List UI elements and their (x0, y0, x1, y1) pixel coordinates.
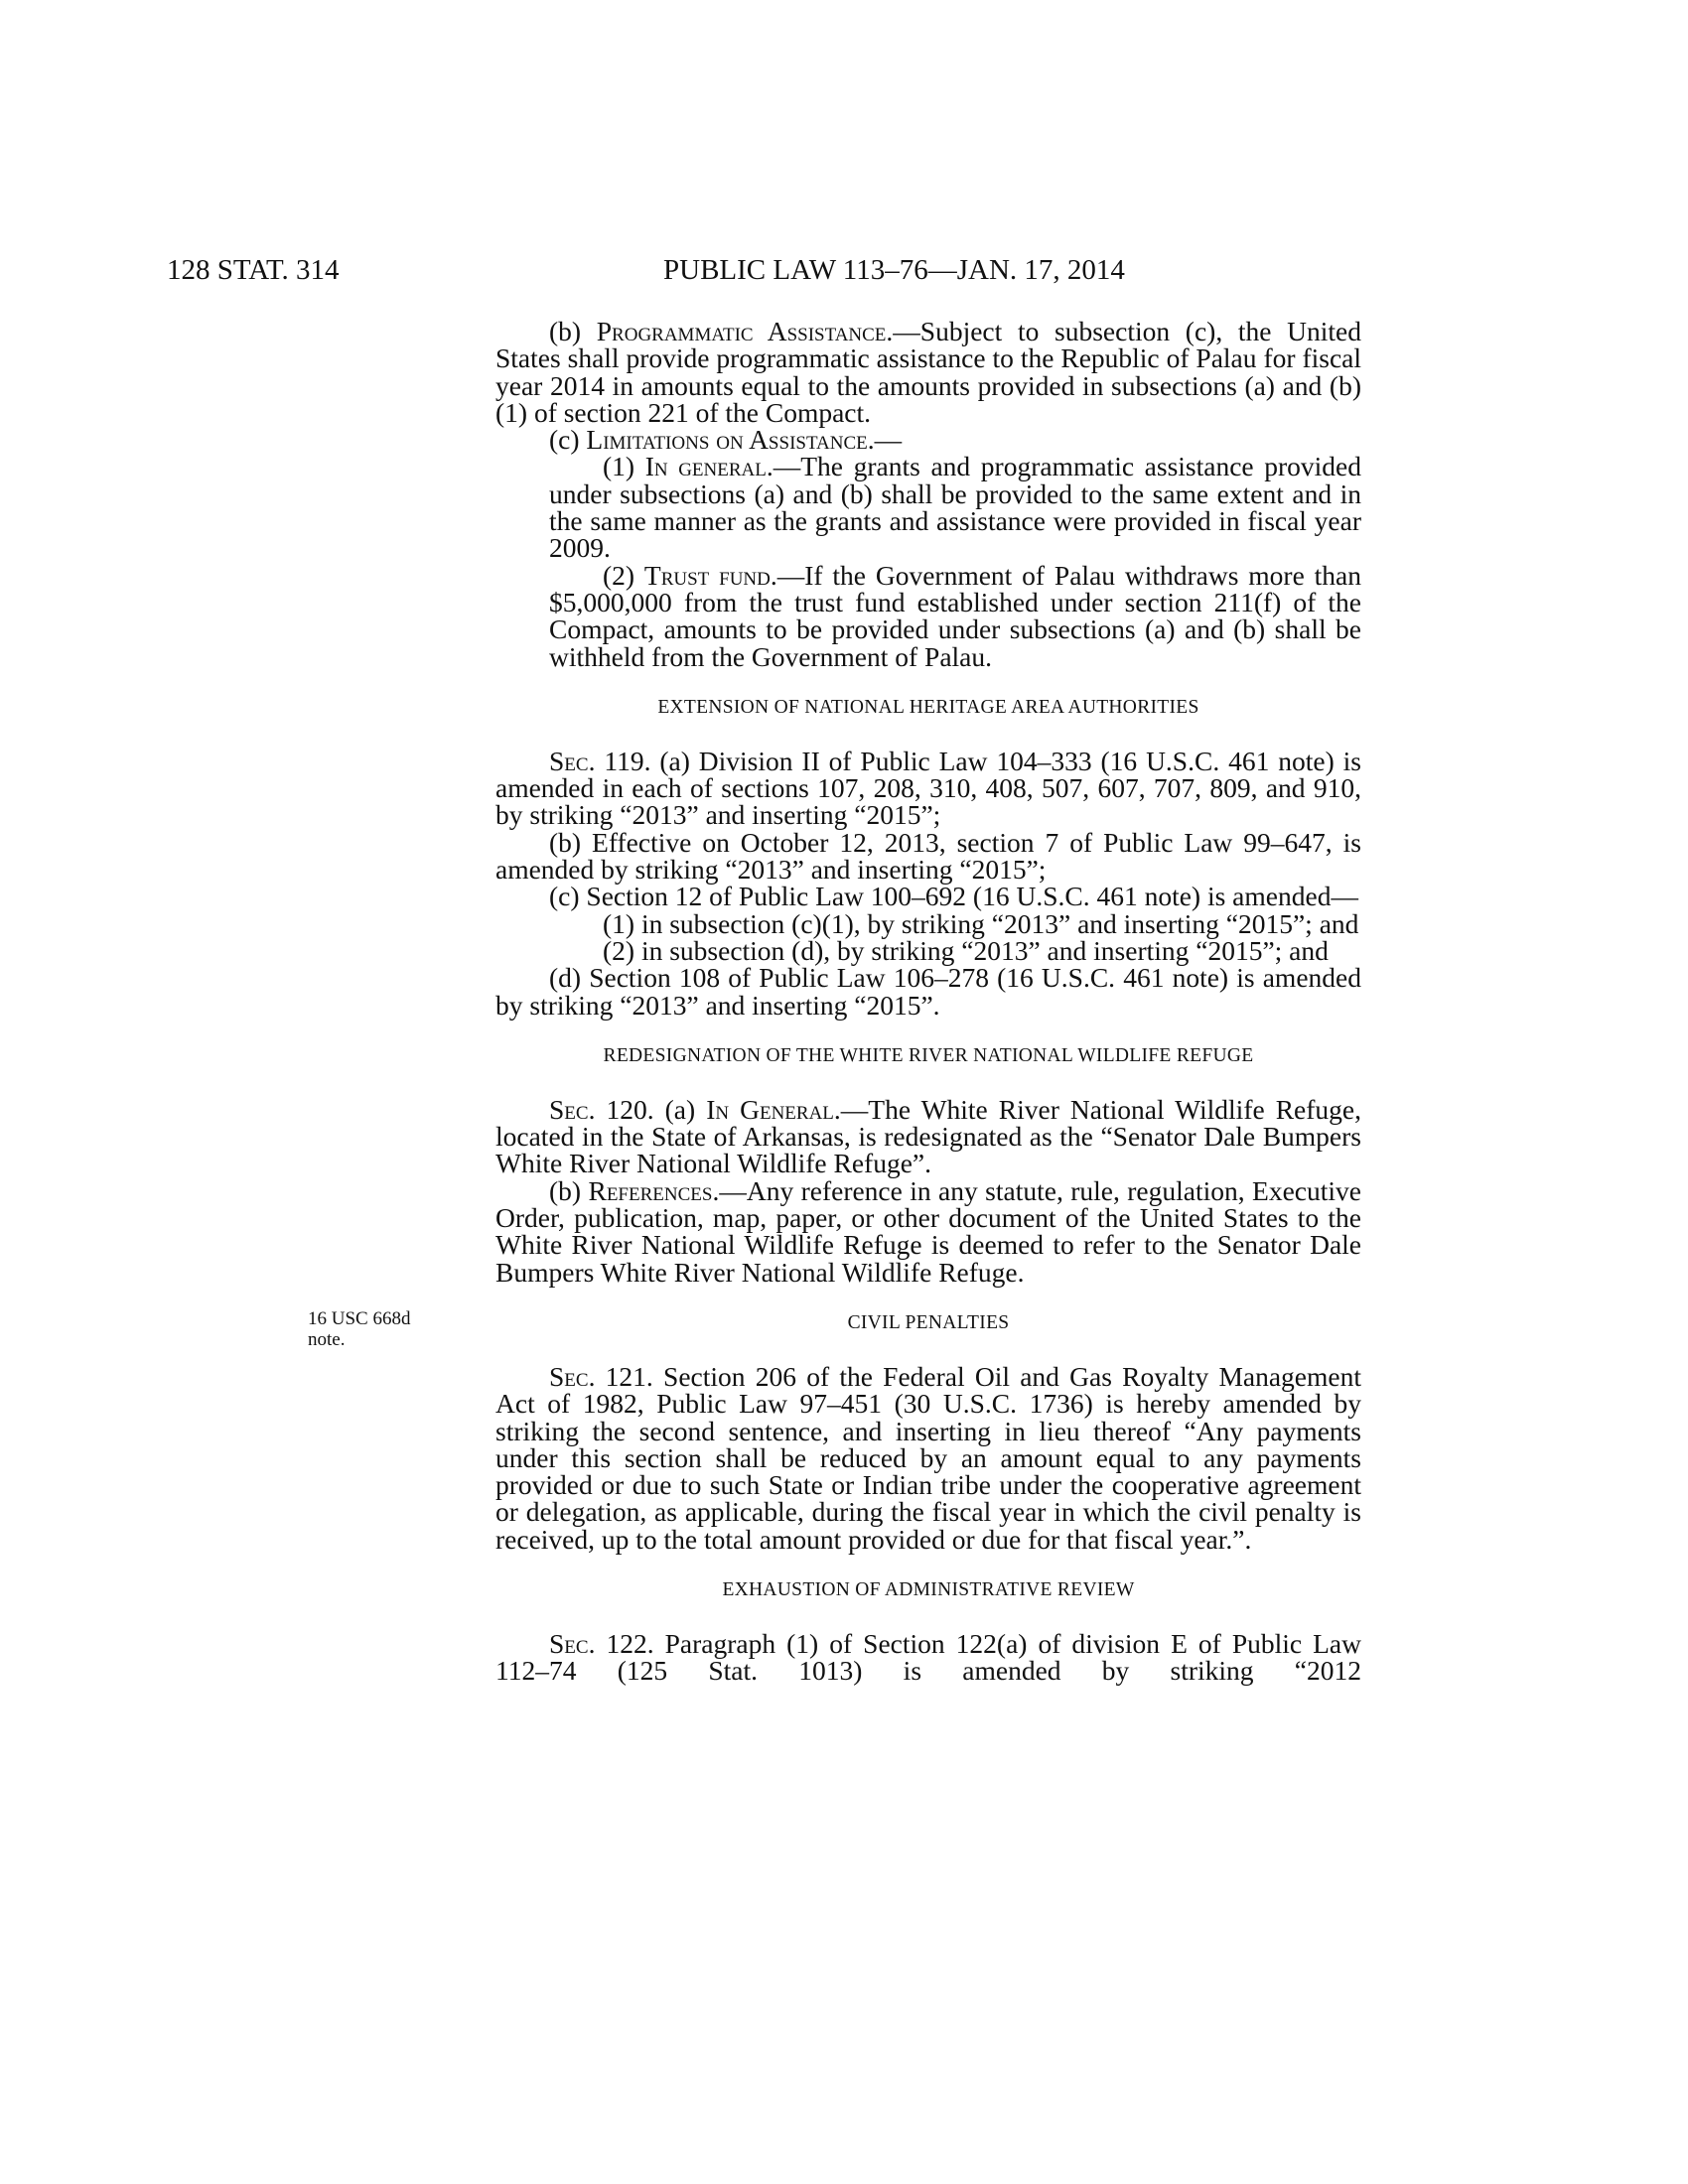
paragraph-c2-trust-fund: (2) Trust fund.—If the Government of Palau withdraws more than $5,000,000 from the trust fund established under section 211(f) of the Compact, amounts to be provided under subsections (a) and (b) shall be withheld from the Government of Palau. (549, 559, 1361, 672)
paragraph-sec122: Sec. 122. Paragraph (1) of Section 122(a) of division E of Public Law 112–74 (125 Stat. 1013) is amended by striking “2012 (495, 1627, 1361, 1687)
run-in-heading: Programmatic Assistance (596, 316, 887, 346)
paragraph-sec119-d: (d) Section 108 of Public Law 106–278 (16 U.S.C. 461 note) is amended by striking “2013” and inserting “2015”. (495, 962, 1361, 1021)
paragraph-sec120-b: (b) References.—Any reference in any statute, rule, regulation, Executive Order, publication, map, paper, or other document of the United States to the White River National Wildlife Refuge is deemed to refer to the Senator Dale Bumpers White River National Wildlife Refuge. (495, 1174, 1361, 1288)
sec-label: Sec (549, 1093, 589, 1125)
margin-note-citation: 16 USC 668d (308, 1308, 411, 1329)
sec-label: Sec (549, 1360, 589, 1392)
paragraph-b-programmatic: (b) Programmatic Assistance.—Subject to subsection (c), the United States shall provide programmatic assistance to the Republic of Palau for fiscal year 2014 in amounts equal to the amounts provided in subsections (a) and (b)(1) of section 221 of the Compact. (495, 316, 1361, 428)
section-heading-122: EXHAUSTION OF ADMINISTRATIVE REVIEW (722, 1578, 1135, 1600)
run-in-heading: Limitations on Assistance (586, 424, 868, 456)
section-heading-120: REDESIGNATION OF THE WHITE RIVER NATIONAL WILDLIFE REFUGE (603, 1044, 1254, 1066)
margin-note-suffix: note. (308, 1329, 346, 1350)
run-in-heading: References (588, 1174, 713, 1206)
section-heading-121: CIVIL PENALTIES (847, 1311, 1010, 1333)
sec-label: Sec (549, 1627, 589, 1659)
running-head (0, 250, 1688, 290)
paragraph-sec119-b: (b) Effective on October 12, 2013, section 7 of Public Law 99–647, is amended by striking “2013” and inserting “2015”; (495, 826, 1361, 886)
paragraph-sec119-c: (c) Section 12 of Public Law 100–692 (16 U.S.C. 461 note) is amended— (549, 881, 1358, 912)
section-heading-119: EXTENSION OF NATIONAL HERITAGE AREA AUTHORITIES (657, 696, 1199, 718)
run-in-heading: In General (706, 1093, 834, 1125)
paragraph-c-limitations: (c) Limitations on Assistance.— (549, 424, 903, 456)
paragraph-c1-general: (1) In general.—The grants and programmatic assistance provided under subsections (a) and (b) shall be provided to the same extent and in the same manner as the grants and assistance were provided in fiscal year 2009. (549, 451, 1361, 564)
paragraph-sec119-c2: (2) in subsection (d), by striking “2013” and inserting “2015”; and (603, 934, 1329, 966)
page-folio: 128 STAT. 314 (167, 254, 340, 286)
paragraph-sec120-a: Sec. 120. (a) In General.—The White River National Wildlife Refuge, located in the State of Arkansas, is redesignated as the “Senator Dale Bumpers White River National Wildlife Refuge”. (495, 1093, 1361, 1179)
run-in-heading: In general (644, 451, 767, 482)
run-in-heading: Trust fund (643, 559, 771, 591)
margin-note (308, 1308, 457, 1350)
paragraph-sec119-c1: (1) in subsection (c)(1), by striking “2013” and inserting “2015”; and (603, 907, 1359, 939)
sec-label: Sec (549, 745, 589, 776)
paragraph-sec119-a: Sec. 119. (a) Division II of Public Law 104–333 (16 U.S.C. 461 note) is amended in each of sections 107, 208, 310, 408, 507, 607, 707, 809, and 910, by striking “2013” and inserting “2015”; (495, 745, 1361, 831)
body-text (495, 318, 1361, 1685)
paragraph-sec121: Sec. 121. Section 206 of the Federal Oil and Gas Royalty Management Act of 1982, Public Law 97–451 (30 U.S.C. 1736) is hereby amended by striking the second sentence, and inserting in lieu thereof “Any payments under this section shall be reduced by an amount equal to any payments provided or due to such State or Indian tribe under the cooperative agreement or delegation, as applicable, during the fiscal year in which the civil penalty is received, up to the total amount provided or due for that fiscal year.”. (495, 1360, 1361, 1555)
law-title: PUBLIC LAW 113–76—JAN. 17, 2014 (663, 254, 1125, 286)
